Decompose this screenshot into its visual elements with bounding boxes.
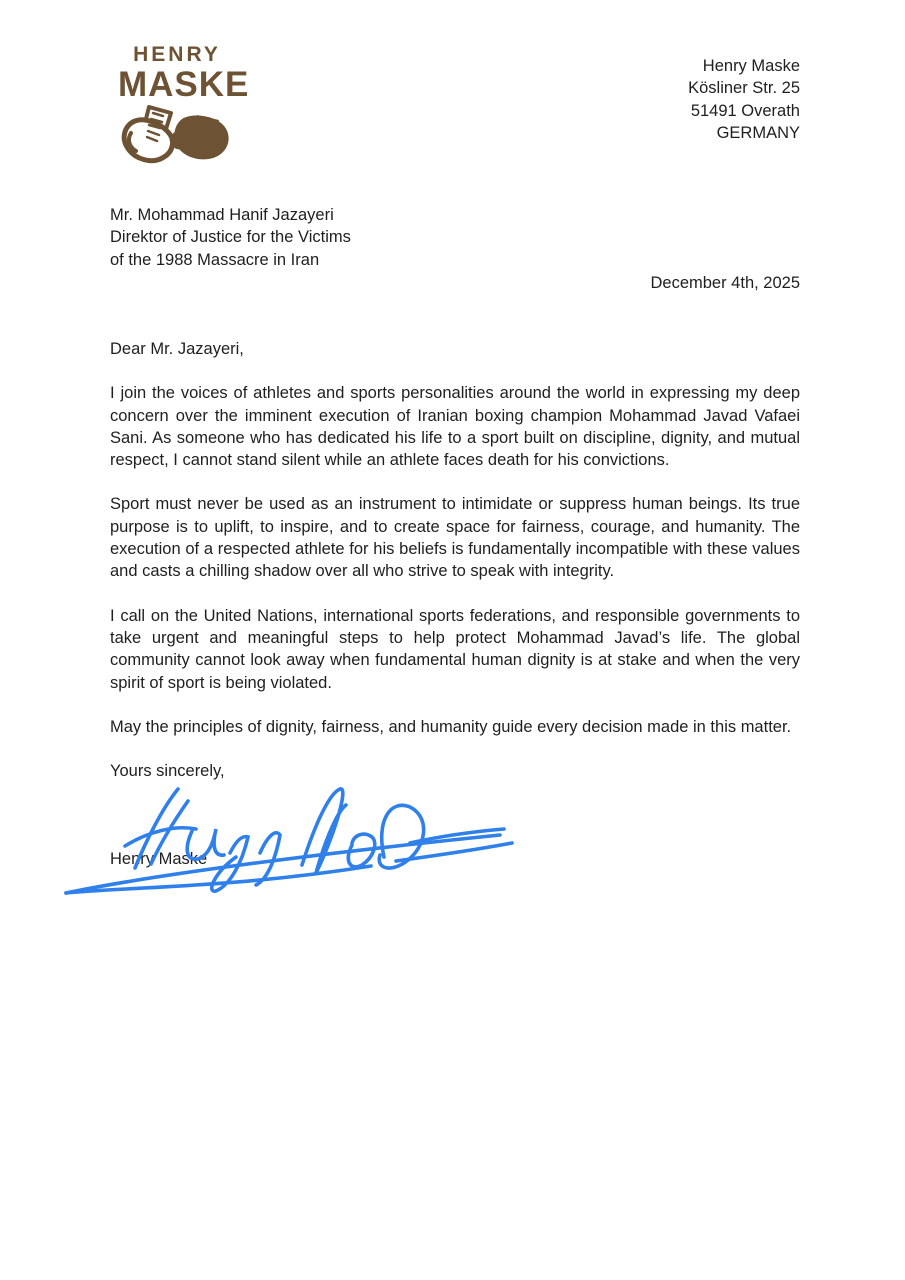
body-paragraph: May the principles of dignity, fairness, and humanity guide every decision made in this matter. bbox=[110, 717, 792, 736]
logo-word-top: HENRY bbox=[133, 43, 221, 66]
recipient-address bbox=[110, 204, 351, 271]
signature-block bbox=[110, 782, 800, 912]
sender-address-line: 51491 Overath bbox=[690, 101, 800, 120]
sender-address-line: Henry Maske bbox=[702, 57, 800, 75]
body-paragraph: I join the voices of athletes and sports personalities around the world in expressing my deep concern over the imminent execution of Iranian boxing champion Mohammad Javad Vafaei Sani. As someone who has dedicated his life to a sport built on discipline, dignity, and mutual respect, I cannot stand silent while an athlete faces death for his convictions. bbox=[110, 384, 800, 470]
sender-address-line: Kösliner Str. 25 bbox=[688, 79, 800, 98]
body-paragraph: I call on the United Nations, international sports federations, and responsible governments to take urgent and meaningful steps to help protect Mohammad Javad’s life. The global community cannot look away when fundamental human dignity is at stake and when the very spirit of sport is being violated. bbox=[110, 606, 800, 692]
valediction: Yours sincerely, bbox=[110, 762, 225, 781]
sender-address bbox=[688, 55, 800, 144]
letter-body bbox=[110, 338, 800, 912]
henry-maske-logo bbox=[118, 43, 250, 167]
sender-address-line: GERMANY bbox=[716, 123, 800, 142]
recipient-address-line: of the 1988 Massacre in Iran bbox=[110, 250, 320, 269]
recipient-address-line: Mr. Mohammad Hanif Jazayeri bbox=[110, 206, 334, 224]
boxing-gloves-icon bbox=[119, 103, 235, 167]
salutation: Dear Mr. Jazayeri, bbox=[110, 340, 244, 358]
signature-ink-image bbox=[63, 780, 515, 902]
recipient-address-line: Direktor of Justice for the Victims bbox=[110, 228, 351, 247]
date-line: December 4th, 2025 bbox=[650, 274, 800, 292]
typed-signature-name: Henry Maske bbox=[110, 850, 208, 869]
logo-word-bottom: MASKE bbox=[118, 65, 250, 104]
body-paragraph: Sport must never be used as an instrument to intimidate or suppress human beings. Its true purpose is to uplift, to inspire, and to create space for fairness, courage, and humanity. The execution of a respected athlete for his beliefs is fundamentally incompatible with these values and casts a chilling shadow over all who strive to speak with integrity. bbox=[110, 495, 800, 581]
